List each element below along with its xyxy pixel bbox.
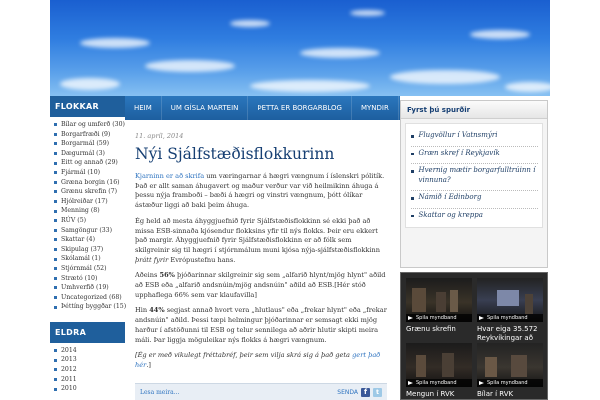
post-footer [135,383,387,400]
category-item[interactable]: Fjármál (10) [54,168,125,178]
faq-item[interactable]: Hvernig mætir borgarfulltrúinn í vinnuna? [411,164,538,191]
bullet-icon [54,388,57,391]
bullet-icon [411,153,414,156]
nav-about[interactable]: UM GÍSLA MARTEIN [162,96,249,120]
bullet-icon [54,286,57,289]
archive-item[interactable]: 2011 [54,375,125,385]
post-title[interactable]: Nýi Sjálfstæðisflokkurinn [135,145,335,163]
bullet-icon [54,349,57,352]
category-item[interactable]: Eitt og annað (29) [54,158,125,168]
left-sidebar [50,96,125,400]
video-thumbnail[interactable] [406,343,472,387]
bullet-icon [54,306,57,309]
bullet-icon [54,123,57,126]
post-paragraph: Ég held að mesta áhyggjuefnið fyrir Sjálfstæðisflokkinn sé ekki það að missa ESB-sinnaða kjósendur flokksins yfir til nýs flokks. Þeir eru ekkert það margir. Áhyggjuefnið fyrir Sjálfstæðisflokkinn er að fólk sem skilgreinir sig til hægri í stjórnmálum muni kjósa nýja-sjálfstæðisflokkinn þrátt fyrir Evrópustefnu hans. [135,216,381,264]
post-date: 11. apríl, 2014 [135,132,184,140]
category-item[interactable]: Skattar (4) [54,235,125,245]
play-icon [479,316,484,320]
right-sidebar [400,96,550,400]
bullet-icon [54,238,57,241]
faq-item[interactable]: Skattar og kreppa [411,209,538,226]
bullet-icon [54,190,57,193]
video-caption[interactable]: Hvar eiga 35.572 Reykvíkingar að [477,325,538,342]
video-thumbnail[interactable] [406,278,472,322]
video-item[interactable] [477,343,543,399]
nav-borgarblog[interactable]: ÞETTA ER BORGARBLOG [248,96,352,120]
play-icon [479,381,484,385]
post-paragraph: [Ég er með vikulegt fréttabréf, þeir sem vilja skrá sig á það geta gert það hér.] [135,351,381,369]
bullet-icon [54,171,57,174]
video-play-bar: Spila myndband [477,314,543,322]
share-bar [337,388,382,397]
facebook-icon[interactable]: f [361,388,370,397]
faq-item[interactable]: Námið í Edinborg [411,191,538,209]
bullet-icon [54,359,57,362]
category-item[interactable]: Umhverfið (19) [54,283,125,293]
bullet-icon [54,133,57,136]
archive-item[interactable]: 2014 [54,346,125,356]
main-nav [125,96,400,120]
category-item[interactable]: Dægurmál (3) [54,149,125,159]
bullet-icon [54,277,57,280]
video-thumbnail[interactable] [477,278,543,322]
category-item[interactable]: Skólamál (1) [54,254,125,264]
category-item[interactable]: Hjólreiðar (17) [54,197,125,207]
category-item[interactable]: Bílar og umferð (30) [54,120,125,130]
category-item[interactable]: Þéttíng byggðar (15) [54,302,125,312]
video-play-bar: Spila myndband [406,379,472,387]
share-label: SENDA [337,388,358,396]
bullet-icon [54,219,57,222]
video-caption[interactable]: Mengun í RVK [406,390,455,398]
archive-item[interactable]: 2010 [54,384,125,394]
archive-title: ELDRA [50,322,125,343]
video-caption[interactable]: Grænu skrefin [406,325,456,333]
bullet-icon [411,135,414,138]
archive-item[interactable]: 2012 [54,365,125,375]
archive-item[interactable]: 2013 [54,355,125,365]
faq-item[interactable]: Græn skref í Reykjavík [411,147,538,165]
category-item[interactable]: Samgöngur (33) [54,226,125,236]
post-paragraph: Aðeins 56% þjóðarinnar skilgreinir sig sem „alfarið hlynt/mjög hlynt" aðild að ESB eða „alfarið andsnúin/mjög andsnúin" aðild að ESB.[Hér stóð upphaflega 66% sem var klaufavilla] [135,271,386,299]
bullet-icon [54,162,57,165]
post-paragraph: Kjarninn er að skrifa um væringarnar á hægri vængnum í íslenskri pólitík. Það er allt saman áhugavert og maður verður var við heilmikinn áhuga á þessu nýja framboði – bæði á hægri og vinstri vængnum, þótt ólíkar ástæður liggi að baki þeim áhuga. [135,172,385,210]
bullet-icon [54,229,57,232]
category-list [50,117,125,316]
faq-title: Fyrst þú spurðir [401,101,547,119]
twitter-icon[interactable]: t [373,388,382,397]
bullet-icon [54,152,57,155]
bullet-icon [411,215,414,218]
main-content [125,120,397,400]
kjarninn-link[interactable]: Kjarninn er að skrifa [135,172,205,180]
categories-title: FLOKKAR [50,96,125,117]
bullet-icon [411,170,414,173]
category-item[interactable]: Menning (8) [54,206,125,216]
header-banner [50,0,550,96]
bullet-icon [54,181,57,184]
video-play-bar: Spila myndband [477,379,543,387]
post-paragraph: Hin 44% segjast annað hvort vera „hlutlaus" eða „frekar hlynt" eða „frekar andsnúin" aðild. Þessi tæpi helmingur þjóðarinnar er semsagt ekki mjög harður í afstöðunni til ESB og telur sennilega að aðrir hlutir skipti meira máli. Þar liggja möguleikar nýs flokks á hægri vængnum. [135,306,387,344]
faq-list [411,129,538,225]
bullet-icon [54,142,57,145]
video-item[interactable] [406,278,472,334]
nav-images[interactable]: MYNDIR [352,96,399,120]
archive-list [50,343,125,398]
category-item[interactable]: Uncategorized (68) [54,293,125,303]
category-item[interactable]: Borgarfræði (9) [54,130,125,140]
bullet-icon [54,200,57,203]
bullet-icon [54,248,57,251]
bullet-icon [54,258,57,261]
video-play-bar: Spila myndband [406,314,472,322]
video-item[interactable] [406,343,472,399]
category-item[interactable]: RÚV (5) [54,216,125,226]
category-item[interactable]: Stjórnmál (52) [54,264,125,274]
video-thumbnail[interactable] [477,343,543,387]
bullet-icon [411,197,414,200]
video-gallery [400,272,548,400]
bullet-icon [54,267,57,270]
faq-box [400,100,548,268]
play-icon [408,316,413,320]
bullet-icon [54,368,57,371]
bullet-icon [54,210,57,213]
bullet-icon [54,378,57,381]
newsletter-link[interactable]: gert það hér [135,351,381,369]
nav-home[interactable]: HEIM [125,96,162,120]
category-item[interactable]: Grænu skrefin (7) [54,187,125,197]
category-item[interactable]: Græna borgin (16) [54,178,125,188]
bullet-icon [54,296,57,299]
play-icon [408,381,413,385]
category-item[interactable]: Strætó (10) [54,274,125,284]
video-caption[interactable]: Bílar í RVK [477,390,514,398]
faq-item[interactable]: Flugvöllur í Vatnsmýri [411,129,538,147]
video-item[interactable] [477,278,543,352]
category-item[interactable]: Skipulag (37) [54,245,125,255]
category-item[interactable]: Borgarmál (59) [54,139,125,149]
read-more-link[interactable]: Lesa meira... [140,388,180,396]
